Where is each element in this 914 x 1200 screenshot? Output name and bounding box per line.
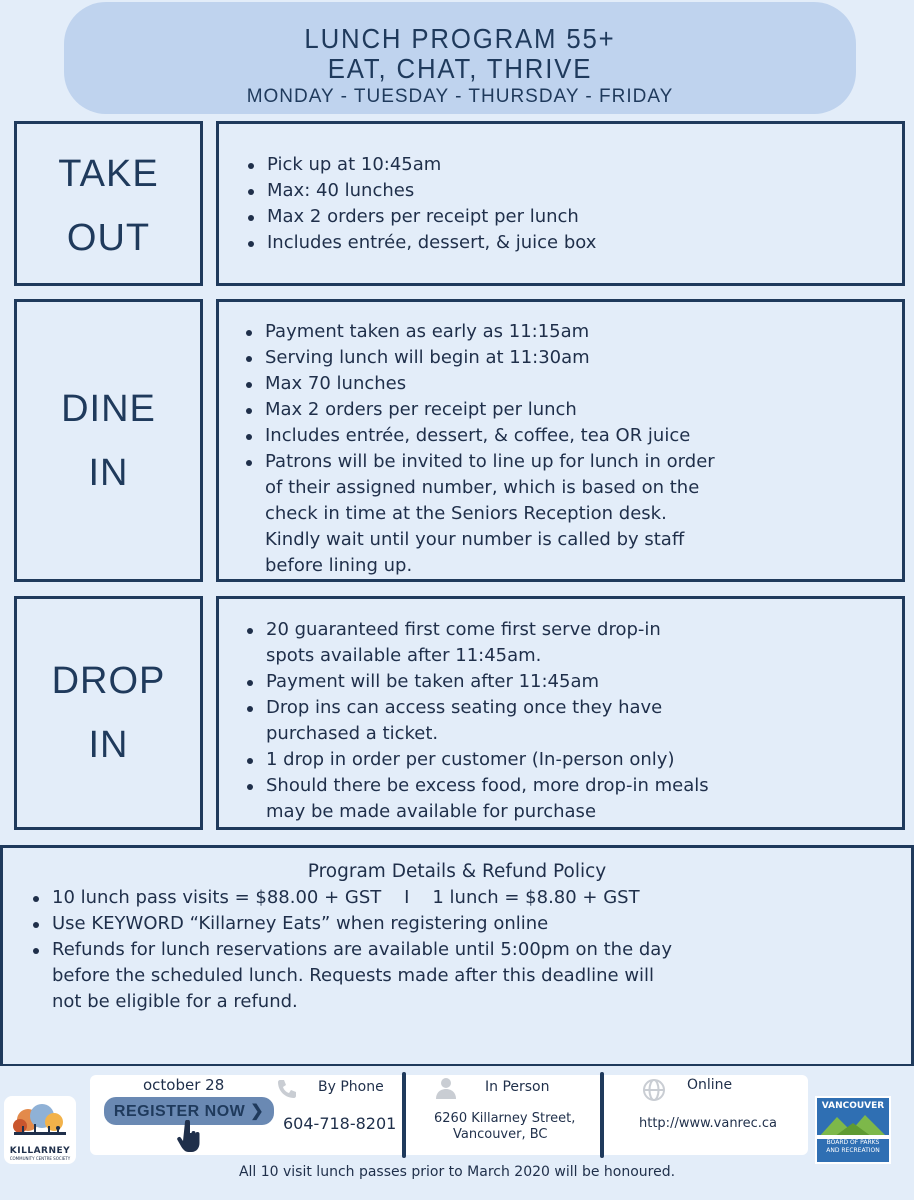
list-item: Includes entrée, dessert, & coffee, tea OR juice: [242, 423, 722, 449]
program-tagline: EAT, CHAT, THRIVE: [327, 53, 593, 84]
policy-box: [0, 845, 914, 1067]
policy-title: Program Details & Refund Policy: [307, 861, 607, 882]
list-item: Includes entrée, dessert, & juice box: [244, 230, 902, 256]
dine-in-list: [242, 319, 722, 579]
list-item: Refunds for lunch reservations are available until 5:00pm on the day before the scheduled lunch. Requests made after this deadline will not be eligible for a refund.: [29, 937, 681, 1015]
drop-in-label-line1: DROP: [51, 660, 166, 702]
take-out-label-line1: TAKE: [58, 152, 159, 195]
online-label: Online: [687, 1077, 733, 1093]
dine-in-label-box: [14, 299, 203, 582]
list-item: Max 2 orders per receipt per lunch: [242, 397, 722, 423]
take-out-list: [244, 152, 902, 256]
parks-logo-line3: AND RECREATION: [826, 1147, 880, 1154]
address-line1: 6260 Killarney Street,: [434, 1111, 576, 1126]
program-title: LUNCH PROGRAM 55+: [304, 23, 616, 54]
online-url[interactable]: http://www.vanrec.ca: [639, 1116, 778, 1131]
take-out-label-line2: OUT: [66, 216, 151, 259]
list-item: Serving lunch will begin at 11:30am: [242, 345, 722, 371]
vancouver-parks-logo: [815, 1096, 891, 1164]
footer-divider-2: [600, 1072, 604, 1158]
hand-pointer-icon: [177, 1120, 203, 1154]
killarney-logo: [4, 1096, 76, 1164]
parks-logo-line2: BOARD OF PARKS: [826, 1139, 880, 1146]
list-item: Patrons will be invited to line up for lunch in order of their assigned number, which is based on the check in time at the Seniors Reception desk. Kindly wait until your number is called by staff before lining up.: [242, 449, 722, 579]
list-item: Max: 40 lunches: [244, 178, 902, 204]
list-item: 1 drop in order per customer (In-person only): [243, 747, 712, 773]
program-days: MONDAY - TUESDAY - THURSDAY - FRIDAY: [246, 86, 674, 107]
list-item: Drop ins can access seating once they have purchased a ticket.: [243, 695, 712, 747]
event-date: october 28: [143, 1076, 225, 1094]
by-phone-label: By Phone: [318, 1079, 384, 1095]
footer-divider-1: [402, 1072, 406, 1158]
register-now-button[interactable]: REGISTER NOW ❯: [104, 1097, 274, 1125]
drop-in-label-line2: IN: [88, 724, 129, 766]
killarney-tree-icon: [4, 1096, 76, 1144]
globe-icon: [642, 1078, 666, 1102]
honour-note: All 10 visit lunch passes prior to March 2020 will be honoured.: [238, 1164, 676, 1180]
address-line2: Vancouver, BC: [453, 1127, 548, 1142]
list-item: 20 guaranteed first come first serve drop-in spots available after 11:45am.: [243, 617, 712, 669]
person-icon: [434, 1076, 458, 1100]
list-item: Payment taken as early as 11:15am: [242, 319, 722, 345]
dine-in-label-line2: IN: [88, 451, 129, 494]
take-out-label-box: [14, 121, 203, 286]
program-header: [64, 2, 856, 114]
dine-in-label-line1: DINE: [61, 387, 156, 430]
take-out-details-box: [216, 121, 905, 286]
list-item: Max 2 orders per receipt per lunch: [244, 204, 902, 230]
drop-in-list: [243, 617, 712, 825]
list-item: Max 70 lunches: [242, 371, 722, 397]
parks-logo-city: VANCOUVER: [821, 1101, 885, 1111]
killarney-logo-text: KILLARNEY: [9, 1146, 71, 1156]
dine-in-details-box: [216, 299, 905, 582]
drop-in-label-box: [14, 596, 203, 830]
policy-list: [29, 885, 681, 1015]
killarney-logo-subtext: COMMUNITY CENTRE SOCIETY: [9, 1156, 71, 1161]
list-item: Should there be excess food, more drop-in meals may be made available for purchase: [243, 773, 712, 825]
footer: [0, 1066, 914, 1200]
drop-in-details-box: [216, 596, 905, 830]
list-item: Payment will be taken after 11:45am: [243, 669, 712, 695]
mountain-icon: [817, 1111, 889, 1139]
in-person-label: In Person: [485, 1079, 550, 1095]
phone-icon: [275, 1078, 297, 1100]
list-item: Pick up at 10:45am: [244, 152, 902, 178]
list-item: Use KEYWORD “Killarney Eats” when registering online: [29, 911, 681, 937]
list-item: 10 lunch pass visits = $88.00 + GST I 1 lunch = $8.80 + GST: [29, 885, 681, 911]
phone-number[interactable]: 604-718-8201: [283, 1114, 397, 1133]
